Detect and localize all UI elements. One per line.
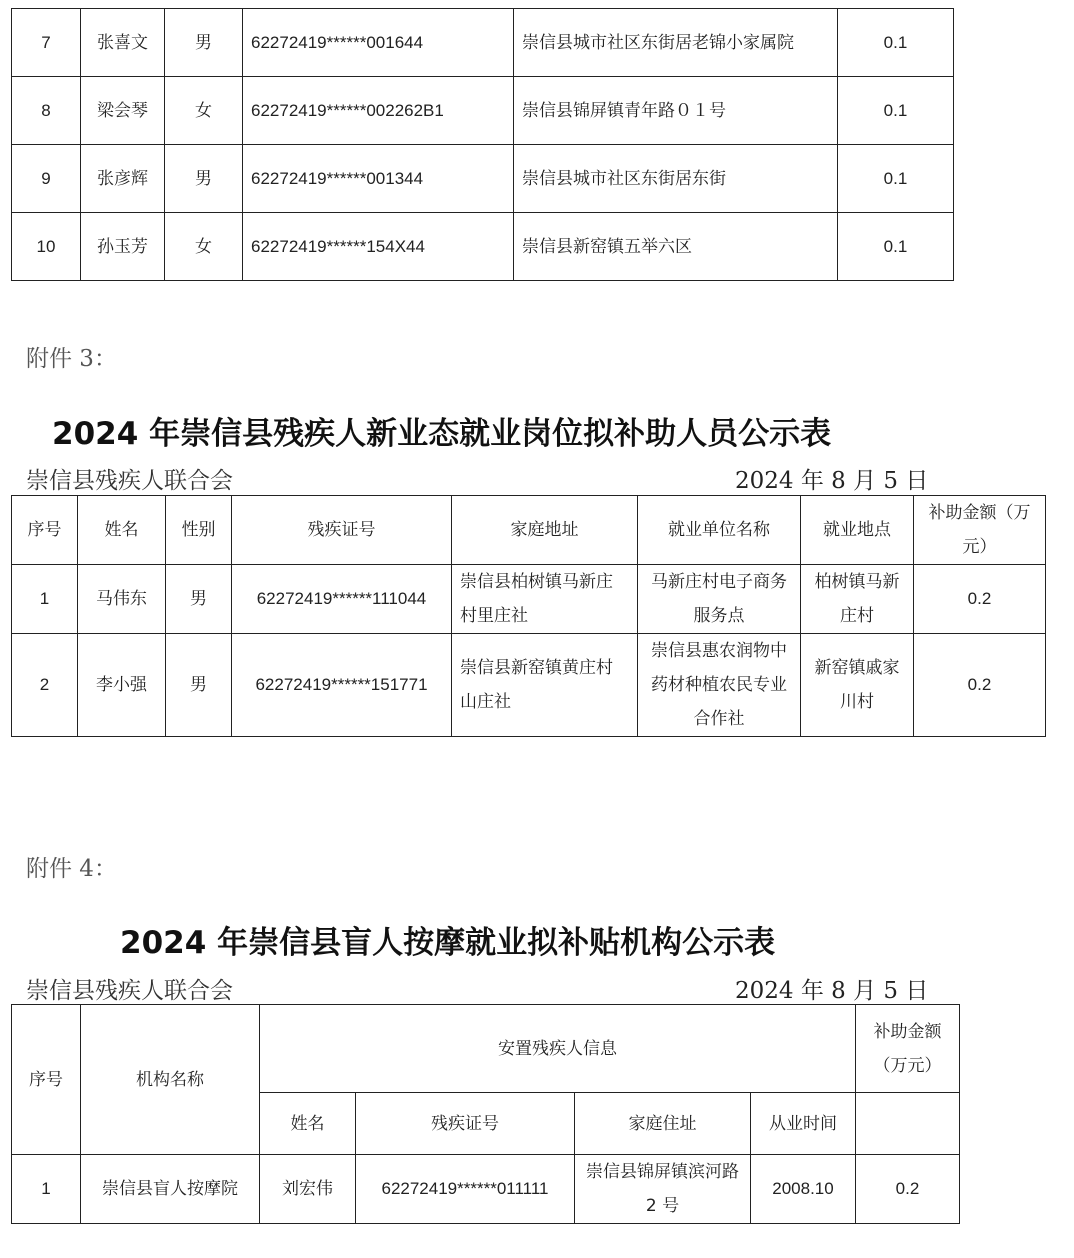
- attachment-4-table: [11, 1004, 960, 1224]
- row-amount: 0.1: [838, 9, 954, 77]
- row-cert: 62272419******011111: [356, 1155, 575, 1224]
- row-address: 崇信县锦屏镇青年路０１号: [514, 77, 838, 145]
- attachment-4-title: 2024 年崇信县盲人按摩就业拟补贴机构公示表: [120, 925, 776, 961]
- row-location: 新窑镇戚家川村: [801, 634, 914, 737]
- row-gender: 男: [166, 634, 232, 737]
- attachment-3-title: 2024 年崇信县残疾人新业态就业岗位拟补助人员公示表: [52, 416, 832, 452]
- row-name: 李小强: [78, 634, 166, 737]
- top-table: [11, 8, 954, 281]
- header-location: 就业地点: [801, 496, 914, 565]
- header-cert: 残疾证号: [232, 496, 452, 565]
- row-name: 马伟东: [78, 565, 166, 634]
- row-cert: 62272419******154X44: [243, 213, 514, 281]
- table-row: [12, 634, 1046, 737]
- header-gender: 性别: [166, 496, 232, 565]
- row-employer: 崇信县惠农润物中药材种植农民专业合作社: [638, 634, 801, 737]
- header-no: 序号: [12, 1005, 81, 1155]
- row-no: 2: [12, 634, 78, 737]
- header-employer: 就业单位名称: [638, 496, 801, 565]
- row-cert: 62272419******151771: [232, 634, 452, 737]
- row-no: 8: [12, 77, 81, 145]
- row-no: 10: [12, 213, 81, 281]
- row-cert: 62272419******001644: [243, 9, 514, 77]
- table-header-row: [12, 1005, 960, 1093]
- table-row: [12, 9, 954, 77]
- header-empty: [856, 1093, 960, 1155]
- attachment-3-label: 附件 3：: [26, 346, 117, 372]
- row-name: 孙玉芳: [81, 213, 165, 281]
- row-amount: 0.1: [838, 77, 954, 145]
- header-org-name: 机构名称: [81, 1005, 260, 1155]
- table-row: [12, 565, 1046, 634]
- table-row: [12, 145, 954, 213]
- row-name: 梁会琴: [81, 77, 165, 145]
- row-amount: 0.1: [838, 145, 954, 213]
- row-address: 崇信县新窑镇黄庄村山庄社: [452, 634, 638, 737]
- row-gender: 男: [165, 9, 243, 77]
- row-address: 崇信县城市社区东街居老锦小家属院: [514, 9, 838, 77]
- attachment-4-date: 2024 年 8 月 5 日: [735, 978, 929, 1004]
- row-cert: 62272419******002262B1: [243, 77, 514, 145]
- row-org-name: 崇信县盲人按摩院: [81, 1155, 260, 1224]
- row-location: 柏树镇马新庄村: [801, 565, 914, 634]
- header-amount: 补助金额（万元）: [856, 1005, 960, 1093]
- attachment-3-org: 崇信县残疾人联合会: [26, 468, 233, 494]
- table-header-row: [12, 496, 1046, 565]
- row-address: 崇信县锦屏镇滨河路 2 号: [575, 1155, 751, 1224]
- row-no: 7: [12, 9, 81, 77]
- table-row: [12, 1155, 960, 1224]
- header-since: 从业时间: [751, 1093, 856, 1155]
- attachment-4-label: 附件 4：: [26, 856, 117, 882]
- row-amount: 0.2: [914, 634, 1046, 737]
- row-name: 刘宏伟: [260, 1155, 356, 1224]
- row-address: 崇信县柏树镇马新庄村里庄社: [452, 565, 638, 634]
- row-since: 2008.10: [751, 1155, 856, 1224]
- row-no: 9: [12, 145, 81, 213]
- row-name: 张彦辉: [81, 145, 165, 213]
- row-address: 崇信县新窑镇五举六区: [514, 213, 838, 281]
- row-employer: 马新庄村电子商务服务点: [638, 565, 801, 634]
- header-address: 家庭地址: [452, 496, 638, 565]
- header-no: 序号: [12, 496, 78, 565]
- row-no: 1: [12, 1155, 81, 1224]
- row-cert: 62272419******111044: [232, 565, 452, 634]
- row-gender: 女: [165, 77, 243, 145]
- row-no: 1: [12, 565, 78, 634]
- row-cert: 62272419******001344: [243, 145, 514, 213]
- table-row: [12, 77, 954, 145]
- row-address: 崇信县城市社区东街居东街: [514, 145, 838, 213]
- attachment-3-date: 2024 年 8 月 5 日: [735, 468, 929, 494]
- header-name: 姓名: [78, 496, 166, 565]
- attachment-3-table: [11, 495, 1046, 737]
- row-gender: 女: [165, 213, 243, 281]
- table-row: [12, 213, 954, 281]
- row-amount: 0.1: [838, 213, 954, 281]
- row-amount: 0.2: [914, 565, 1046, 634]
- header-amount: 补助金额（万元）: [914, 496, 1046, 565]
- row-gender: 男: [166, 565, 232, 634]
- header-group: 安置残疾人信息: [260, 1005, 856, 1093]
- row-amount: 0.2: [856, 1155, 960, 1224]
- row-gender: 男: [165, 145, 243, 213]
- header-cert: 残疾证号: [356, 1093, 575, 1155]
- row-name: 张喜文: [81, 9, 165, 77]
- attachment-4-org: 崇信县残疾人联合会: [26, 978, 233, 1004]
- header-address: 家庭住址: [575, 1093, 751, 1155]
- header-name: 姓名: [260, 1093, 356, 1155]
